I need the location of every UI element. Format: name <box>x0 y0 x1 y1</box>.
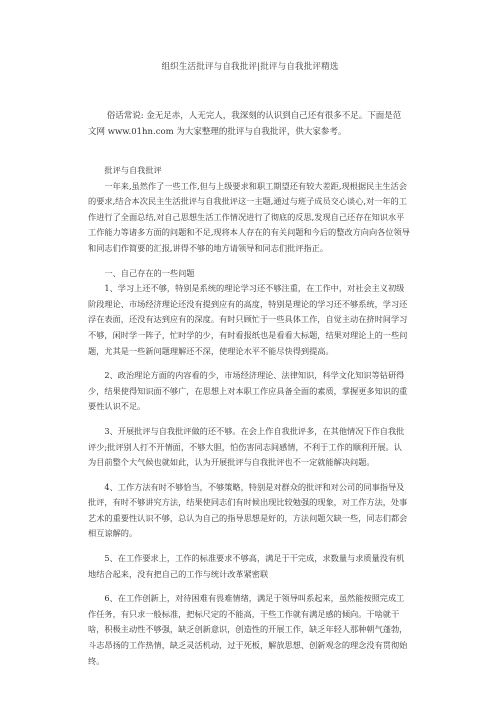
page-title: 组织生活批评与自我批评|批评与自我批评精选 <box>161 62 339 72</box>
article-body <box>88 163 410 669</box>
intro-text: 俗话常说: 金无足赤，人无完人，我深刻的认识到自己还有很多不足。下面是范文网 www.01hn.com 为大家整理的批评与自我批评，供大家参考。 <box>88 111 402 137</box>
list-item: 5、在工作要求上，工作的标准要求不够高，满足于干完成，求数量与求质量没有机地结合起来，没有把自己的工作与统计改革紧密联 <box>88 553 405 579</box>
part-heading: 一、自己存在的一些问题 <box>104 267 195 278</box>
list-item: 4、工作方法有时不够恰当，不够策略，特别是对群众的批评和对公司的同事指导及批评，有时不够讲究方法，结果使同志们有时候出现比较勉强的现象，对工作方法，处事艺术的重要性认识不够，总认为自己的指导思想是好的，方法问题欠缺一些，同志们都会相互谅解的。 <box>88 481 408 539</box>
list-item: 3、开展批评与自我批评做的还不够。在会上作自我批评多，在其他情况下作自我批评少;批评别人打不开情面，不够大胆，怕伤害同志间感情，不利于工作的顺利开展。认为目前整个大气候也就如此，认为开展批评与自我批评也不一定就能解决问题。 <box>88 425 405 468</box>
opening-paragraph: 一年来,虽然作了一些工作,但与上级要求和职工期望还有较大差距,现根据民主生活会的要求,结合本次民主生活批评与自我批评这一主题,通过与班子成员交心谈心,对一年的工作进行了全面总结,对自己思想生活工作情况进行了彻底的反思,发现自己还存在知识水平工作能力等诸多方面的问题和不足,现将本人存在的有关问题和今后的整改方向向各位领导和同志们作简要的汇报,讲得不够的地方请领导和同志们批评指正。 <box>88 180 410 253</box>
list-item: 2、政治理论方面的内容看的少，市场经济理论、法律知识，科学文化知识等钻研得少，结果使得知识面不够广，在思想上对本职工作应具备全面的素质，掌握更多知识的重要性认识不足。 <box>88 370 408 412</box>
intro-paragraph <box>88 108 408 140</box>
list-item: 1、学习上还不够，特别是系统的理论学习还不够注重，在工作中，对社会主义初级阶段理论、市场经济理论还没有提到应有的高度，特别是理论的学习还不够系统，学习还浮在表面，还没有达到应有的深度。有时只顾忙于一些具体工作，自觉主动在挤时间学习不够，闲时学一阵子，忙时学的少，有时看报纸也是看看大标题，结果对理论上的一些问题，尤其是一些新问题理解还不深，使理论水平不能尽快得到提高。 <box>88 283 408 356</box>
section-title: 批评与自我批评 <box>104 165 162 175</box>
list-item: 6、在工作创新上，对待困难有畏难情绪，满足于领导叫系起来，虽然能按照完成工作任务，有只求一般标准，把标尺定的不能高，干些工作就有满足感的倾向。干啥就干啥，积极主动性不够强，缺乏创新意识，创造性的开展工作，缺乏年轻人那种朝气蓬勃，斗志昂扬的工作热情，缺乏灵活机动，过于死板，解放思想、创新观念的理念没有贯彻始终。 <box>88 593 408 666</box>
